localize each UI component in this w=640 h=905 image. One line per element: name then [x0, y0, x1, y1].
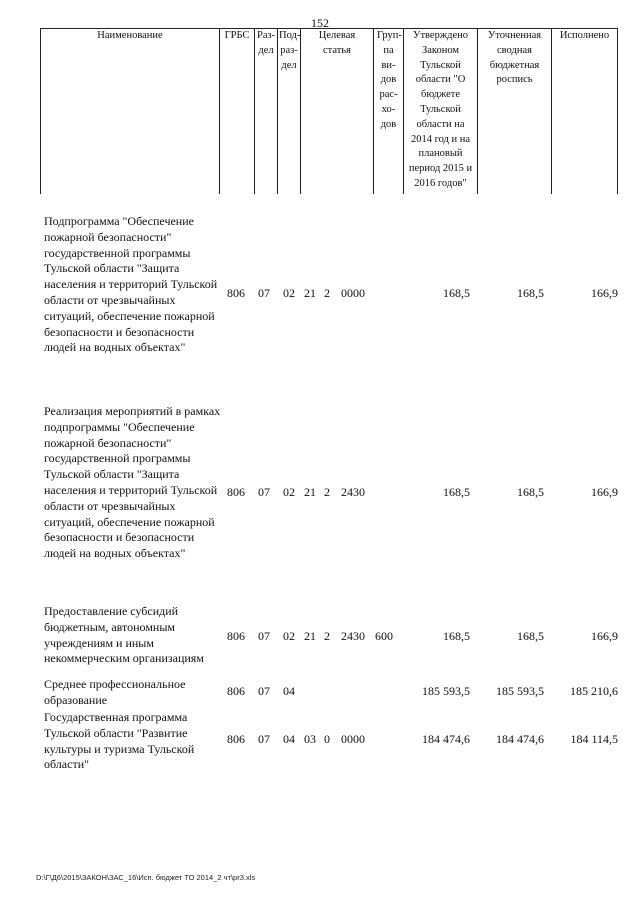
row-razdel: 07 — [258, 629, 270, 643]
row-podrazdel: 02 — [283, 629, 295, 643]
header-name: Наименование — [41, 28, 220, 194]
row-executed: 166,9 — [591, 629, 618, 643]
row-grbs: 806 — [227, 732, 245, 746]
row-razdel: 07 — [258, 485, 270, 499]
row-name: Государственная программа Тульской области "Развитие культуры и туризма Тульской области" — [44, 710, 195, 772]
footer-file-path: D:\Г\Д6\2015\ЗАКОН\ЗАС_16\Исп. бюджет ТО 2014_2 чт\pr3.xls — [36, 873, 256, 882]
row-razdel: 07 — [258, 286, 270, 300]
row-grbs: 806 — [227, 286, 245, 300]
row-target-program: 03 — [304, 732, 316, 746]
row-razdel: 07 — [258, 732, 270, 746]
row-executed: 184 114,5 — [570, 732, 618, 746]
row-name: Среднее профессиональное образование — [44, 677, 186, 707]
row-executed: 185 210,6 — [570, 684, 618, 698]
row-executed: 166,9 — [591, 286, 618, 300]
row-refined: 185 593,5 — [496, 684, 544, 698]
row-approved: 168,5 — [443, 286, 470, 300]
row-approved: 168,5 — [443, 485, 470, 499]
row-podrazdel: 02 — [283, 485, 295, 499]
row-target-sub: 0 — [324, 732, 330, 746]
row-approved: 184 474,6 — [422, 732, 470, 746]
header-group: Груп- па ви- дов рас- хо- дов — [374, 28, 404, 194]
row-approved: 168,5 — [443, 629, 470, 643]
row-refined: 168,5 — [517, 286, 544, 300]
row-refined: 168,5 — [517, 485, 544, 499]
header-executed: Исполнено — [552, 28, 618, 194]
row-target-sub: 2 — [324, 629, 330, 643]
row-target-code: 0000 — [341, 732, 365, 746]
row-executed: 166,9 — [591, 485, 618, 499]
row-target-sub: 2 — [324, 485, 330, 499]
row-target-code: 0000 — [341, 286, 365, 300]
row-name: Предоставление субсидий бюджетным, автономным учреждениям и иным некоммерческим организациям — [44, 604, 204, 666]
header-refined: Уточненная сводная бюджетная роспись — [478, 28, 552, 194]
row-podrazdel: 04 — [283, 732, 295, 746]
row-grbs: 806 — [227, 684, 245, 698]
row-approved: 185 593,5 — [422, 684, 470, 698]
row-target-sub: 2 — [324, 286, 330, 300]
row-razdel: 07 — [258, 684, 270, 698]
row-target-code: 2430 — [341, 629, 365, 643]
header-razdel: Раз- дел — [255, 28, 278, 194]
row-refined: 168,5 — [517, 629, 544, 643]
header-approved: Утверждено Законом Тульской области "О бюджете Тульской области на 2014 год и на плановый период 2015 и 2016 годов" — [404, 28, 478, 194]
row-grbs: 806 — [227, 485, 245, 499]
row-target-program: 21 — [304, 629, 316, 643]
row-group: 600 — [375, 629, 393, 643]
header-target: Целевая статья — [301, 28, 374, 194]
table-header — [40, 28, 618, 194]
page-number: 152 — [311, 16, 329, 30]
header-podrazdel: Под- раз- дел — [278, 28, 301, 194]
header-grbs: ГРБС — [220, 28, 255, 194]
row-podrazdel: 04 — [283, 684, 295, 698]
row-target-code: 2430 — [341, 485, 365, 499]
row-grbs: 806 — [227, 629, 245, 643]
row-target-program: 21 — [304, 286, 316, 300]
row-refined: 184 474,6 — [496, 732, 544, 746]
row-name: Реализация мероприятий в рамках подпрограммы "Обеспечение пожарной безопасности" государственной программы Тульской области "Защита населения и территорий Тульской области от чрезвычайных ситуаций, обеспечение пожарной безопасности и безопасности людей на водных объектах" — [44, 404, 221, 561]
row-podrazdel: 02 — [283, 286, 295, 300]
row-name: Подпрограмма "Обеспечение пожарной безопасности" государственной программы Тульской области "Защита населения и территорий Тульской области от чрезвычайных ситуаций, обеспечение пожарной безопасности и безопасности людей на водных объектах" — [44, 214, 218, 355]
row-target-program: 21 — [304, 485, 316, 499]
